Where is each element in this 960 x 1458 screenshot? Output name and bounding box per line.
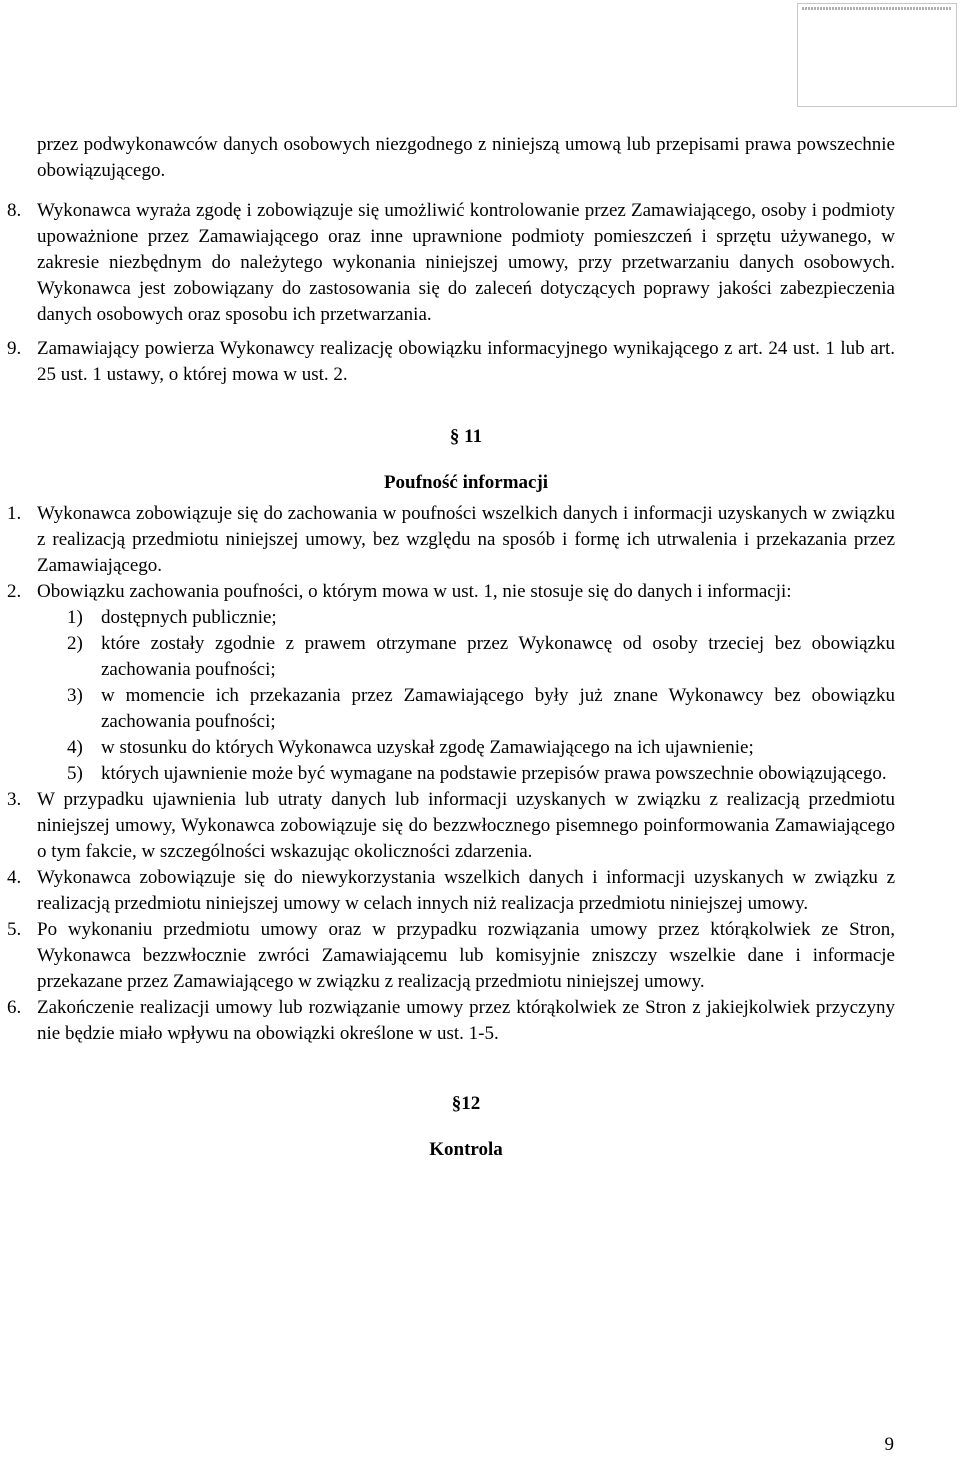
item-number: 1. (7, 503, 22, 524)
sub-item-4 (37, 735, 895, 761)
sub-item-1 (37, 605, 895, 631)
sub-item-number: 5) (67, 763, 83, 784)
list-item-5 (7, 917, 895, 995)
continuation-paragraph: przez podwykonawców danych osobowych niezgodnego z niniejszą umową lub przepisami prawa powszechnie obowiązującego. (37, 134, 895, 181)
section-11-number: § 11 (449, 426, 483, 447)
list-item-6 (7, 995, 895, 1047)
list-item-4 (7, 865, 895, 917)
item-number: 8. (7, 200, 22, 221)
sub-item-text: dostępnych publicznie; (101, 607, 277, 628)
list-item-2 (7, 579, 895, 605)
item-number: 4. (7, 867, 22, 888)
sub-item-text: w momencie ich przekazania przez Zamawiającego były już znane Wykonawcy bez obowiązku zachowania poufności; (101, 685, 895, 732)
sub-item-3 (37, 683, 895, 735)
item-number: 9. (7, 338, 22, 359)
sub-item-number: 1) (67, 607, 83, 628)
item-number: 6. (7, 997, 22, 1018)
item-text: W przypadku ujawnienia lub utraty danych lub informacji uzyskanych w związku z realizacją przedmiotu niniejszej umowy, Wykonawca zobowiązuje się do bezzwłocznego pisemnego poinformowania Zamawiającego o tym fakcie, w szczególności wskazując okoliczności zdarzenia. (37, 789, 895, 862)
item-number: 5. (7, 919, 22, 940)
corner-thumbnail-stamp (797, 3, 957, 107)
item-number: 3. (7, 789, 22, 810)
item-text: Obowiązku zachowania poufności, o którym mowa w ust. 1, nie stosuje się do danych i informacji: (37, 581, 792, 602)
list-item-9 (7, 336, 895, 388)
list-item-1 (7, 501, 895, 579)
item-text: Zamawiający powierza Wykonawcy realizację obowiązku informacyjnego wynikającego z art. 24 ust. 1 lub art. 25 ust. 1 ustawy, o której mowa w ust. 2. (37, 338, 895, 385)
sub-item-number: 3) (67, 685, 83, 706)
stamp-faint-text (802, 7, 952, 10)
sub-item-number: 2) (67, 633, 83, 654)
section-11-title: Poufność informacji (383, 472, 549, 493)
sub-item-2 (37, 631, 895, 683)
list-item-3 (7, 787, 895, 865)
sub-item-text: które zostały zgodnie z prawem otrzymane przez Wykonawcę od osoby trzeciej bez obowiązku zachowania poufności; (101, 633, 895, 680)
sub-item-text: których ujawnienie może być wymagane na podstawie przepisów prawa powszechnie obowiązującego. (101, 763, 887, 784)
item-text: Zakończenie realizacji umowy lub rozwiązanie umowy przez którąkolwiek ze Stron z jakiejkolwiek przyczyny nie będzie miało wpływu na obowiązki określone w ust. 1-5. (37, 997, 895, 1044)
sub-item-text: w stosunku do których Wykonawca uzyskał zgodę Zamawiającego na ich ujawnienie; (101, 737, 754, 758)
page-number: 9 (884, 1434, 894, 1455)
list-item-8 (7, 198, 895, 328)
item-text: Wykonawca zobowiązuje się do zachowania w poufności wszelkich danych i informacji uzyskanych w związku z realizacją przedmiotu niniejszej umowy, bez względu na sposób i formę ich utrwalenia i przekazania przez Zamawiającego. (37, 503, 895, 576)
sub-item-5 (37, 761, 895, 787)
section-12-title: Kontrola (429, 1139, 503, 1160)
sub-item-number: 4) (67, 737, 83, 758)
item-text: Wykonawca zobowiązuje się do niewykorzystania wszelkich danych i informacji uzyskanych w związku z realizacją przedmiotu niniejszej umowy w celach innych niż realizacja przedmiotu niniejszej umowy. (37, 867, 895, 914)
item-text: Wykonawca wyraża zgodę i zobowiązuje się umożliwić kontrolowanie przez Zamawiającego, osoby i podmioty upoważnione przez Zamawiającego oraz inne uprawnione podmioty pomieszczeń i sprzętu używanego, w zakresie niezbędnym do należytego wykonania niniejszej umowy, przy przetwarzaniu danych osobowych. Wykonawca jest zobowiązany do zastosowania się do zaleceń dotyczących poprawy jakości zabezpieczenia danych osobowych oraz sposobu ich przetwarzania. (37, 200, 895, 325)
section-12-number: §12 (451, 1093, 481, 1114)
item-text: Po wykonaniu przedmiotu umowy oraz w przypadku rozwiązania umowy przez którąkolwiek ze Stron, Wykonawca bezzwłocznie zwróci Zamawiającemu lub komisyjnie zniszczy wszelkie dane i informacje przekazane przez Zamawiającego w związku z realizacją przedmiotu niniejszej umowy. (37, 919, 895, 992)
document-body (7, 132, 895, 1163)
item-number: 2. (7, 581, 22, 602)
